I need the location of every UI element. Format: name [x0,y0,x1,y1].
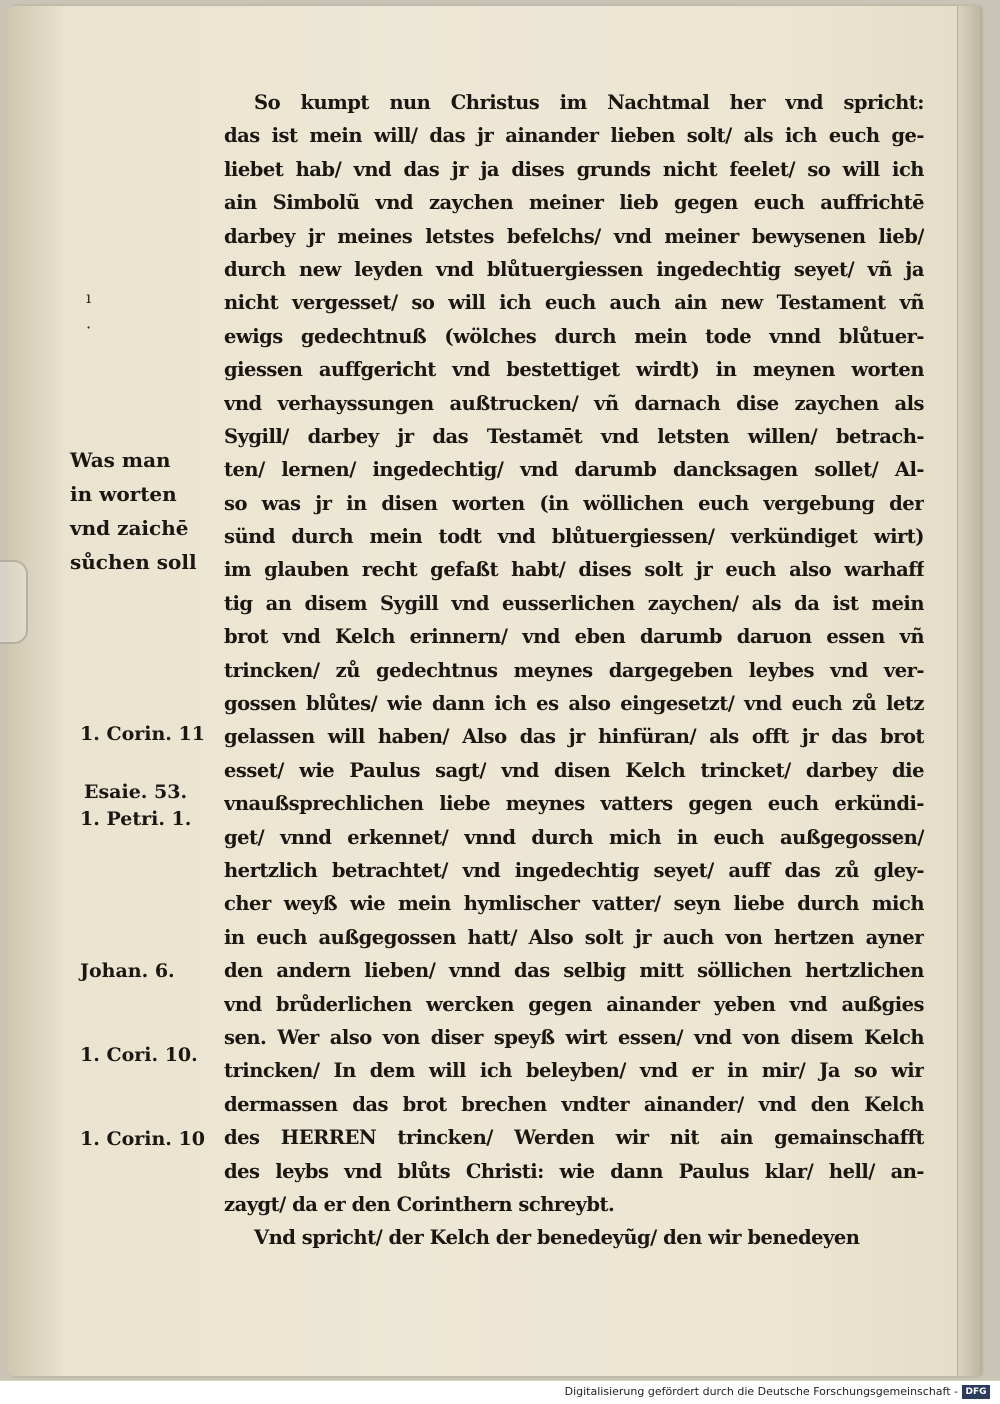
text-line: so was jr in disen worten (in wöllichen euch vergebung der [224,491,924,515]
text-line: dermassen das brot brechen vndter ainander/ vnd den Kelch [224,1092,924,1116]
text-line: esset/ wie Paulus sagt/ vnd disen Kelch trincket/ darbey die [224,758,924,782]
margin-ref-corinthians-10b: 1. Corin. 10 [80,1128,205,1150]
margin-mark: ı [86,288,92,307]
text-line: vnd verhayssungen außtrucken/ vñ darnach dise zaychen als [224,391,924,415]
text-line: vnd brůderlichen wercken gegen ainander yeben vnd außgies [224,992,924,1016]
margin-ref-corinthians-11: 1. Corin. 11 [80,723,205,745]
text-line: vnaußsprechlichen liebe meynes vatters gegen euch erkündi- [224,792,924,816]
footer-bar [0,1381,1000,1404]
margin-mark: · [86,318,92,337]
text-line: gossen blůtes/ wie dann ich es also eingesetzt/ vnd euch zů letz [224,692,924,716]
text-line: ewigs gedechtnuß (wölches durch mein tode vnnd blůtuer- [224,324,924,348]
text-line: nicht vergesset/ so will ich euch auch ain new Testament vñ [224,291,924,315]
text-line: giessen auffgericht vnd bestettiget wirdt) in meynen worten [224,358,924,382]
main-text-block [224,86,924,1255]
text-line: ten/ lernen/ ingedechtig/ vnd darumb dancksagen sollet/ Al- [224,458,924,482]
text-line: das ist mein will/ das jr ainander lieben solt/ als ich euch ge- [224,124,924,148]
margin-ref-esaie-53: Esaie. 53. [84,781,188,803]
margin-ref-petri-1: 1. Petri. 1. [80,808,192,830]
text-line: den andern lieben/ vnnd das selbig mitt söllichen hertzlichen [224,959,924,983]
text-line: hertzlich betrachtet/ vnd ingedechtig seyet/ auff das zů gley- [224,858,924,882]
text-line: brot vnd Kelch erinnern/ vnd eben darumb daruon essen vñ [224,625,924,649]
margin-gloss [70,443,197,579]
text-line: gelassen will haben/ Also das jr hinfüran/ als offt jr das brot [224,725,924,749]
gloss-line: sůchen soll [70,550,197,574]
text-line: tig an disem Sygill vnd eusserlichen zaychen/ als da ist mein [224,591,924,615]
text-line: Sygill/ darbey jr das Testamēt vnd letsten willen/ betrach- [224,424,924,448]
text-line: im glauben recht gefaßt habt/ dises solt jr euch also warhaff [224,558,924,582]
page-clip [0,560,28,644]
text-line: des HERREN trincken/ Werden wir nit ain gemainschafft [224,1126,924,1150]
text-line: zaygt/ da er den Corinthern schreybt. [224,1192,615,1216]
gloss-line: Was man [70,448,171,472]
text-line: des leybs vnd blůts Christi: wie dann Paulus klar/ hell/ an- [224,1159,924,1183]
text-line: sünd durch mein todt vnd blůtuergiessen/ verkündiget wirt) [224,525,924,549]
margin-ref-corinthians-10a: 1. Cori. 10. [80,1044,198,1066]
text-line: sen. Wer also von diser speyß wirt essen/ vnd von disem Kelch [224,1025,924,1049]
text-line: trincken/ In dem will ich beleyben/ vnd er in mir/ Ja so wir [224,1059,924,1083]
text-line: ain Simbolũ vnd zaychen meiner lieb gegen euch auffrichtē [224,191,924,215]
text-line: Vnd spricht/ der Kelch der benedeyũg/ den wir benedeyen [254,1226,860,1250]
text-line: liebet hab/ vnd das jr ja dises grunds nicht feelet/ so will ich [224,157,924,181]
text-line: trincken/ zů gedechtnus meynes dargegeben leybes vnd ver- [224,658,924,682]
dfg-logo: DFG [962,1385,990,1399]
funding-notice: Digitalisierung gefördert durch die Deutsche Forschungsgemeinschaft - [564,1385,958,1398]
gloss-line: vnd zaichē [70,516,189,540]
text-line: in euch außgegossen hatt/ Also solt jr auch von hertzen ayner [224,925,924,949]
text-line: get/ vnnd erkennet/ vnnd durch mich in euch außgegossen/ [224,825,924,849]
page-edge [957,6,980,1376]
gloss-line: in worten [70,482,177,506]
text-line: cher weyß wie mein hymlischer vatter/ seyn liebe durch mich [224,892,924,916]
text-line: darbey jr meines letstes befelchs/ vnd meiner bewysenen lieb/ [224,224,924,248]
text-line: So kumpt nun Christus im Nachtmal her vnd spricht: [254,91,924,114]
margin-ref-johan-6: Johan. 6. [80,960,175,982]
text-line: durch new leyden vnd blůtuergiessen ingedechtig seyet/ vñ ja [224,257,924,281]
